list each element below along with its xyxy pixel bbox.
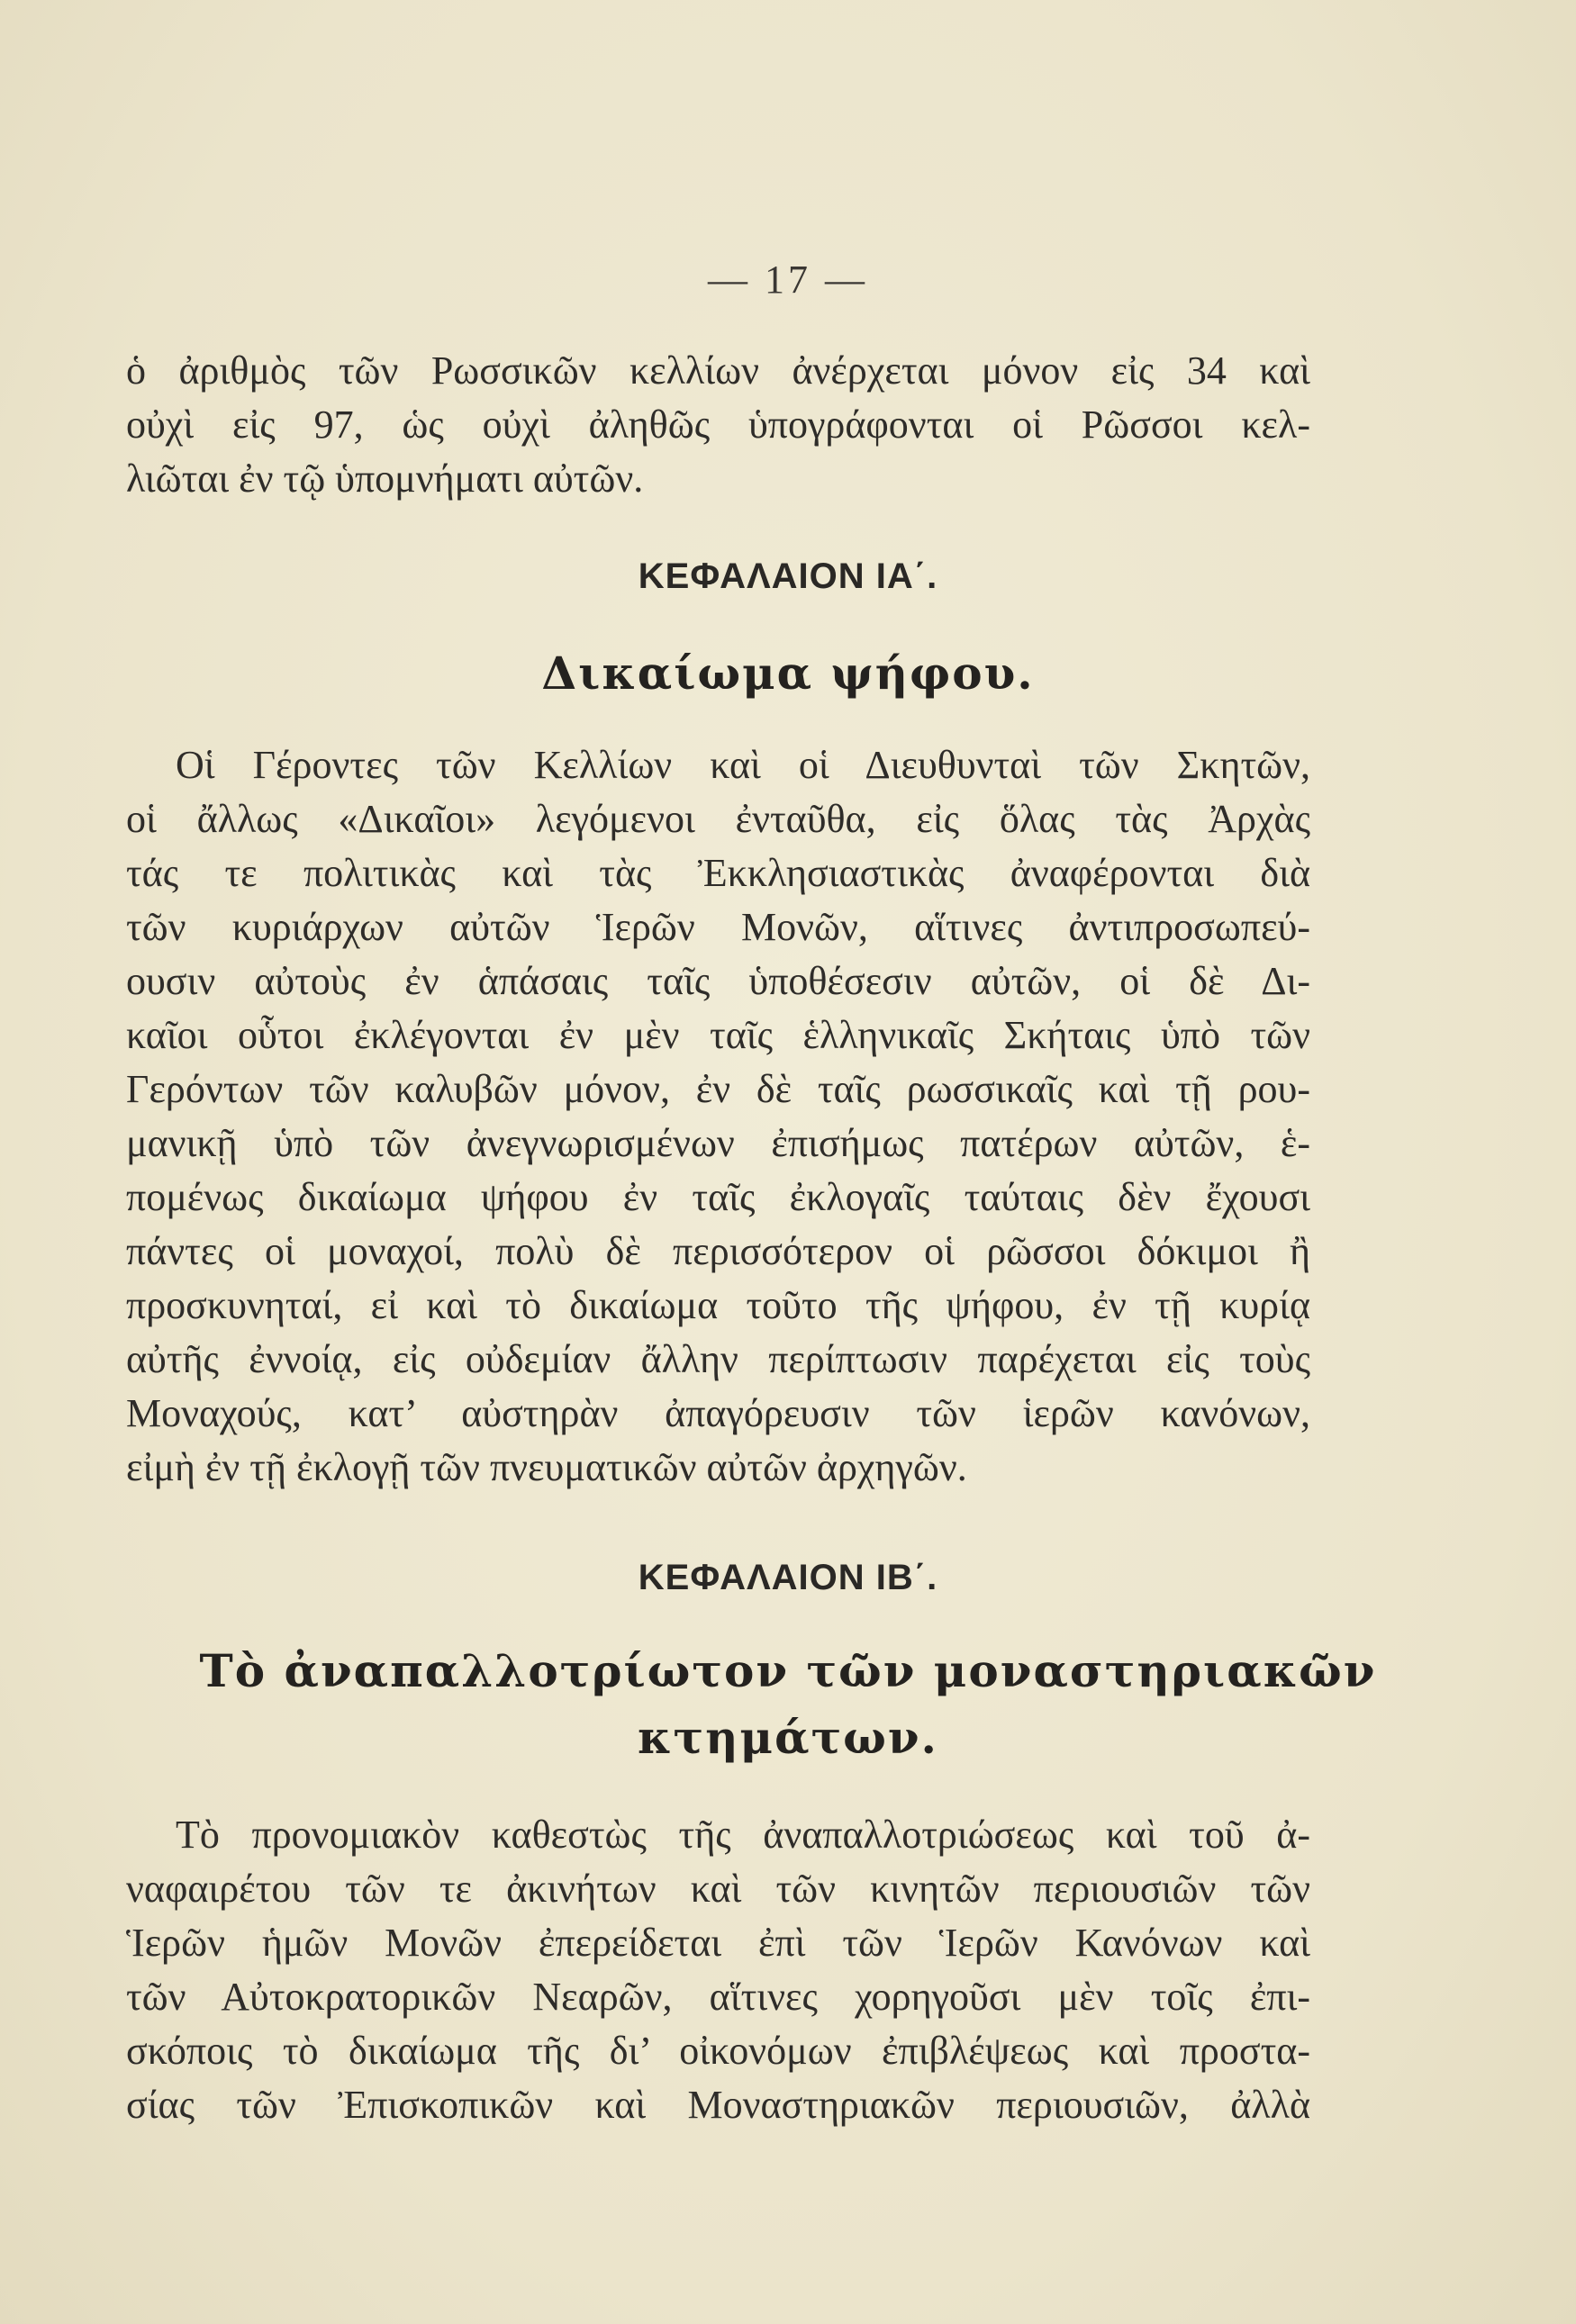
text-line: εἰμὴ ἐν τῇ ἐκλογῇ τῶν πνευματικῶν αὐτῶν ἀρχηγῶν. (126, 1445, 967, 1489)
chapter-12-paragraph (126, 1808, 1310, 2132)
page-number: — 17 — (708, 258, 868, 302)
text-line: καῖοι οὗτοι ἐκλέγονται ἐν μὲν ταῖς ἑλληνικαῖς Σκήταις ὑπὸ τῶν (126, 1013, 1310, 1057)
text-line: μανικῇ ὑπὸ τῶν ἀνεγνωρισμένων ἐπισήμως πατέρων αὐτῶν, ἑ- (126, 1121, 1310, 1165)
text-line: Γερόντων τῶν καλυβῶν μόνον, ἐν δὲ ταῖς ρωσσικαῖς καὶ τῇ ρου- (126, 1067, 1310, 1111)
text-line: πάντες οἱ μοναχοί, πολὺ δὲ περισσότερον οἱ ρῶσσοι δόκιμοι ἢ (126, 1229, 1310, 1273)
text-line: τάς τε πολιτικὰς καὶ τὰς Ἐκκλησιαστικὰς ἀναφέρονται διὰ (126, 851, 1310, 895)
text-line: σίας τῶν Ἐπισκοπικῶν καὶ Μοναστηριακῶν περιουσιῶν, ἀλλὰ (126, 2083, 1310, 2127)
chapter-11-paragraph (126, 738, 1310, 1495)
text-line: ουσιν αὐτοὺς ἐν ἁπάσαις ταῖς ὑποθέσεσιν αὐτῶν, οἱ δὲ Δι- (126, 959, 1310, 1003)
text-line: οἱ ἄλλως «Δικαῖοι» λεγόμενοι ἐνταῦθα, εἰς ὅλας τὰς Ἀρχὰς (126, 797, 1310, 841)
text-line: λιῶται ἐν τῷ ὑπομνήματι αὐτῶν. (126, 457, 644, 501)
text-line: τῶν Αὐτοκρατορικῶν Νεαρῶν, αἵτινες χορηγοῦσι μὲν τοῖς ἐπι- (126, 1975, 1310, 2019)
chapter-heading: ΚΕΦΑΛΑΙΟΝ ΙΒ΄. (638, 1558, 938, 1597)
section-title: Δικαίωμα ψήφου. (541, 647, 1035, 700)
text-line: Ἱερῶν ἡμῶν Μονῶν ἐπερείδεται ἐπὶ τῶν Ἱερῶν Κανόνων καὶ (126, 1921, 1310, 1965)
text-line: πομένως δικαίωμα ψήφου ἐν ταῖς ἐκλογαῖς ταύταις δὲν ἔχουσι (126, 1175, 1310, 1219)
intro-paragraph (126, 344, 1310, 506)
text-line: οὐχὶ εἰς 97, ὡς οὐχὶ ἀληθῶς ὑπογράφονται οἱ Ρῶσσοι κελ- (126, 402, 1310, 447)
text-line: ὁ ἀριθμὸς τῶν Ρωσσικῶν κελλίων ἀνέρχεται μόνον εἰς 34 καὶ (126, 348, 1310, 393)
text-line: Τὸ προνομιακὸν καθεστὼς τῆς ἀναπαλλοτριώσεως καὶ τοῦ ἀ- (176, 1813, 1310, 1857)
section-title-line: Τὸ ἀναπαλλοτρίωτον τῶν μοναστηριακῶν (199, 1644, 1377, 1697)
text-line: Οἱ Γέροντες τῶν Κελλίων καὶ οἱ Διευθυνταὶ τῶν Σκητῶν, (176, 743, 1310, 787)
text-line: σκόποις τὸ δικαίωμα τῆς δι’ οἰκονόμων ἐπιβλέψεως καὶ προστα- (126, 2029, 1310, 2073)
text-line: ναφαιρέτου τῶν τε ἀκινήτων καὶ τῶν κινητῶν περιουσιῶν τῶν (126, 1867, 1310, 1911)
text-line: αὐτῆς ἐννοίᾳ, εἰς οὐδεμίαν ἄλλην περίπτωσιν παρέχεται εἰς τοὺς (126, 1337, 1310, 1381)
text-line: προσκυνηταί, εἰ καὶ τὸ δικαίωμα τοῦτο τῆς ψήφου, ἐν τῇ κυρίᾳ (126, 1283, 1310, 1327)
text-line: τῶν κυριάρχων αὐτῶν Ἱερῶν Μονῶν, αἵτινες ἀντιπροσωπεύ- (126, 905, 1310, 949)
text-line: Μοναχούς, κατ’ αὐστηρὰν ἀπαγόρευσιν τῶν ἱερῶν κανόνων, (126, 1391, 1310, 1435)
chapter-heading: ΚΕΦΑΛΑΙΟΝ ΙΑ΄. (638, 556, 938, 596)
section-title-line: κτημάτων. (638, 1711, 938, 1764)
